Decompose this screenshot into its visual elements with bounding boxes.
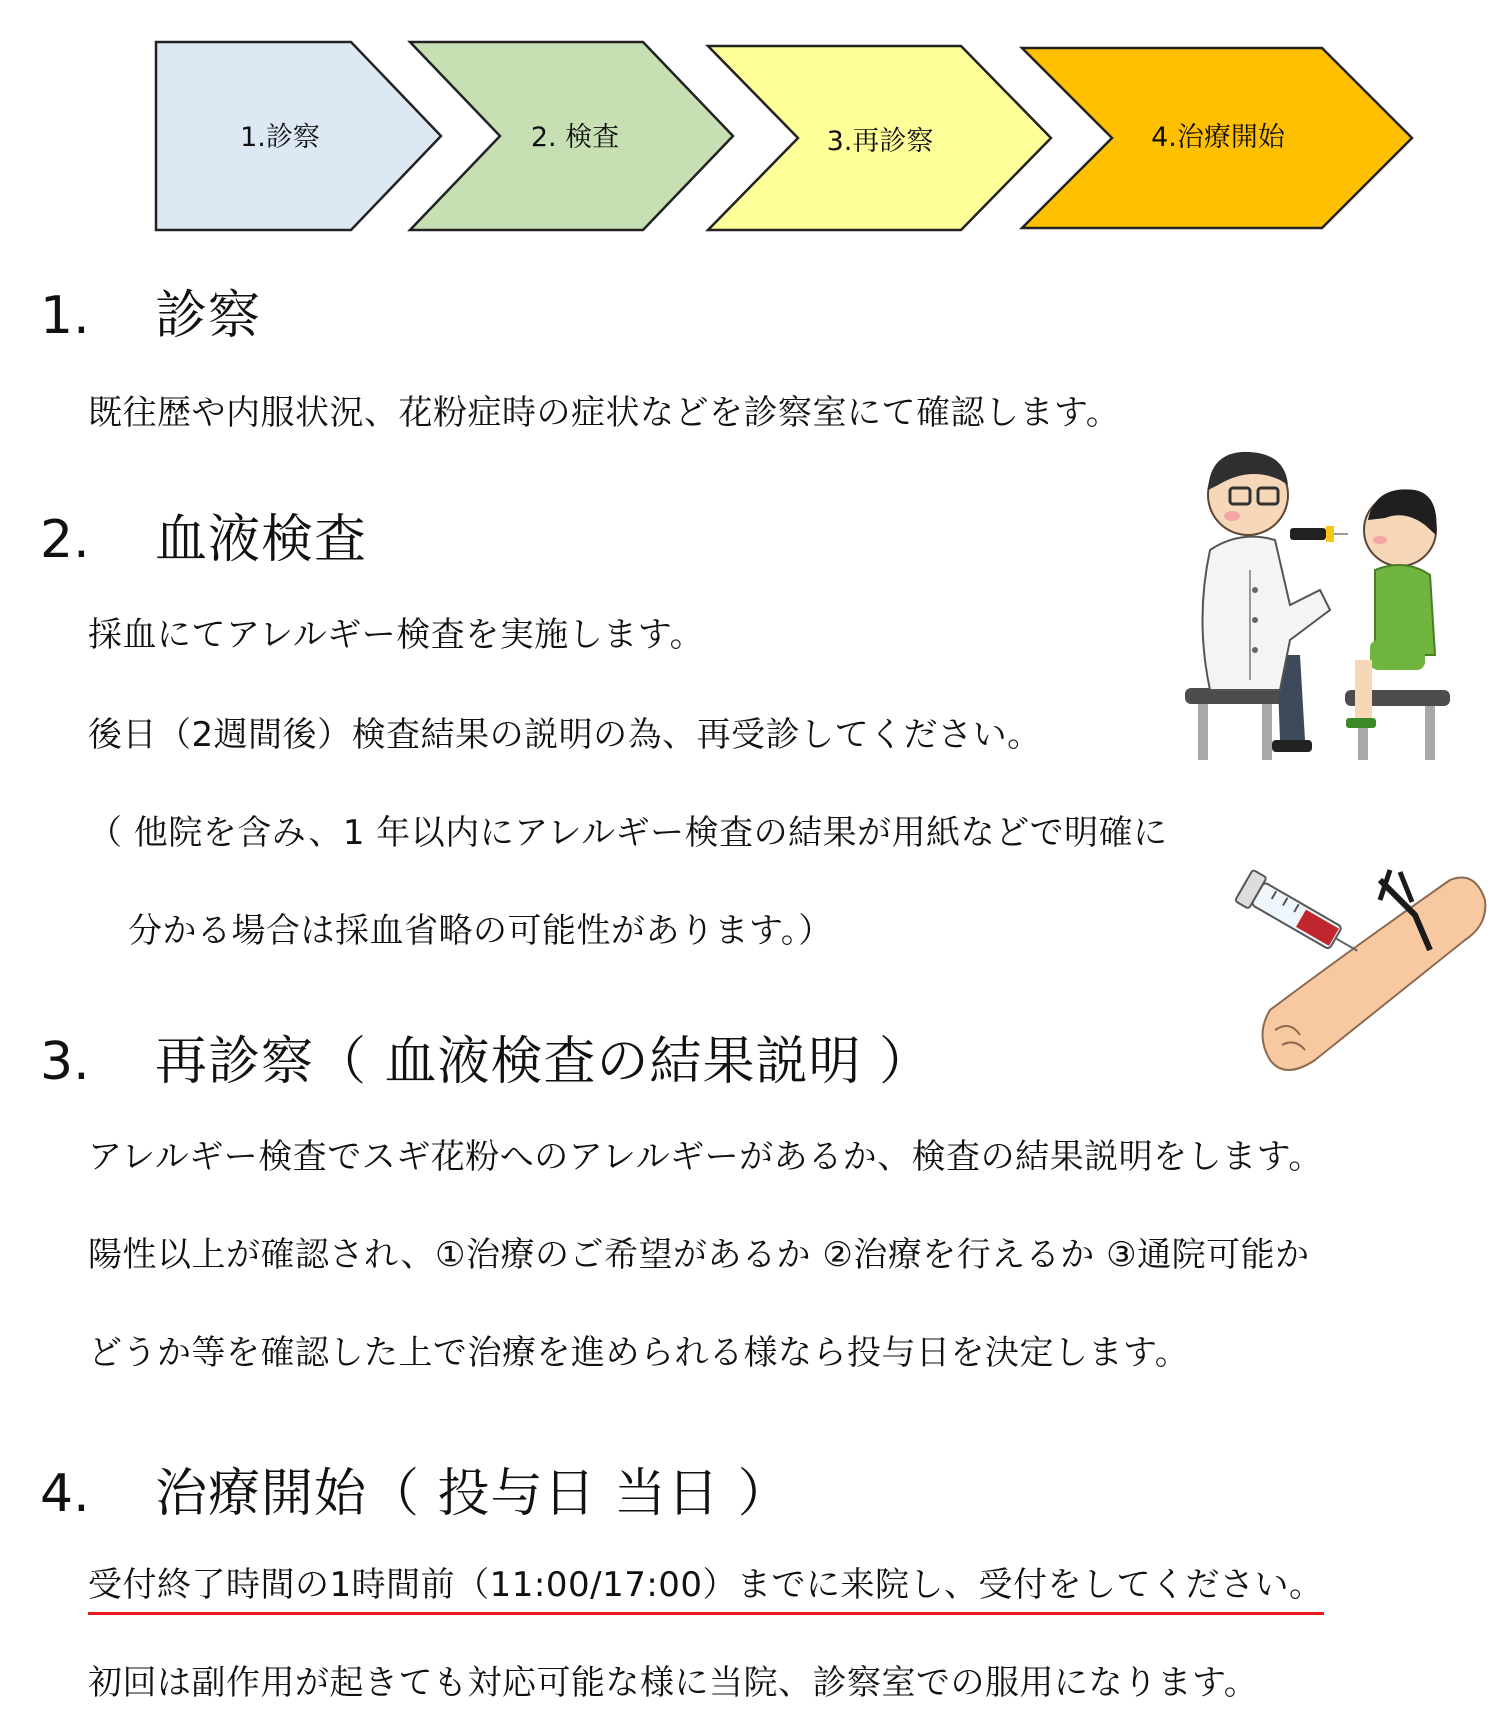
flow-step-1-label: 1.診察 bbox=[240, 122, 320, 153]
section-2-paragraph-2: 後日（2週間後）検査結果の説明の為、再受診してください。 bbox=[88, 715, 1042, 755]
flow-step-3 bbox=[708, 46, 1051, 230]
section-2-title: 血液検査 bbox=[155, 510, 368, 570]
flow-chart bbox=[0, 0, 1500, 240]
section-4-number: 4. bbox=[40, 1464, 90, 1524]
flow-step-2 bbox=[410, 42, 733, 230]
section-3-title: 再診察（ 血液検査の結果説明 ） bbox=[155, 1032, 933, 1092]
section-1-number: 1. bbox=[40, 286, 90, 346]
section-2-paragraph-1: 採血にてアレルギー検査を実施します。 bbox=[88, 615, 705, 655]
section-3-number: 3. bbox=[40, 1032, 90, 1092]
section-3-paragraph-1: アレルギー検査でスギ花粉へのアレルギーがあるか、検査の結果説明をします。 bbox=[88, 1137, 1323, 1177]
section-3-paragraph-2: 陽性以上が確認され、①治療のご希望があるか ②治療を行えるか ③通院可能か bbox=[88, 1235, 1310, 1275]
section-2-paragraph-3: （ 他院を含み、1 年以内にアレルギー検査の結果が用紙などで明確に bbox=[88, 813, 1168, 853]
section-2-paragraph-4: 分かる場合は採血省略の可能性があります。） bbox=[128, 911, 833, 951]
section-3-paragraph-3: どうか等を確認した上で治療を進められる様なら投与日を決定します。 bbox=[88, 1333, 1190, 1373]
doctor-examining-child-illustration bbox=[1180, 440, 1480, 770]
section-1-paragraph: 既往歴や内服状況、花粉症時の症状などを診察室にて確認します。 bbox=[88, 393, 1121, 433]
section-1-title: 診察 bbox=[155, 286, 262, 346]
section-2-number: 2. bbox=[40, 510, 90, 570]
flow-step-2-label: 2. 検査 bbox=[530, 122, 620, 153]
flow-step-1 bbox=[156, 42, 441, 230]
section-4-paragraph-2: 初回は副作用が起きても対応可能な様に当院、診察室での服用になります。 bbox=[88, 1663, 1259, 1703]
section-4-title: 治療開始（ 投与日 当日 ） bbox=[155, 1464, 791, 1524]
flow-step-4-label: 4.治療開始 bbox=[1151, 122, 1285, 153]
blood-draw-arm-illustration bbox=[1230, 860, 1490, 1090]
flow-step-4 bbox=[1022, 48, 1412, 228]
flow-step-3-label: 3.再診察 bbox=[826, 126, 934, 157]
section-4-paragraph-1: 受付終了時間の1時間前（11:00/17:00）までに来院し、受付をしてください。 bbox=[88, 1568, 1324, 1615]
